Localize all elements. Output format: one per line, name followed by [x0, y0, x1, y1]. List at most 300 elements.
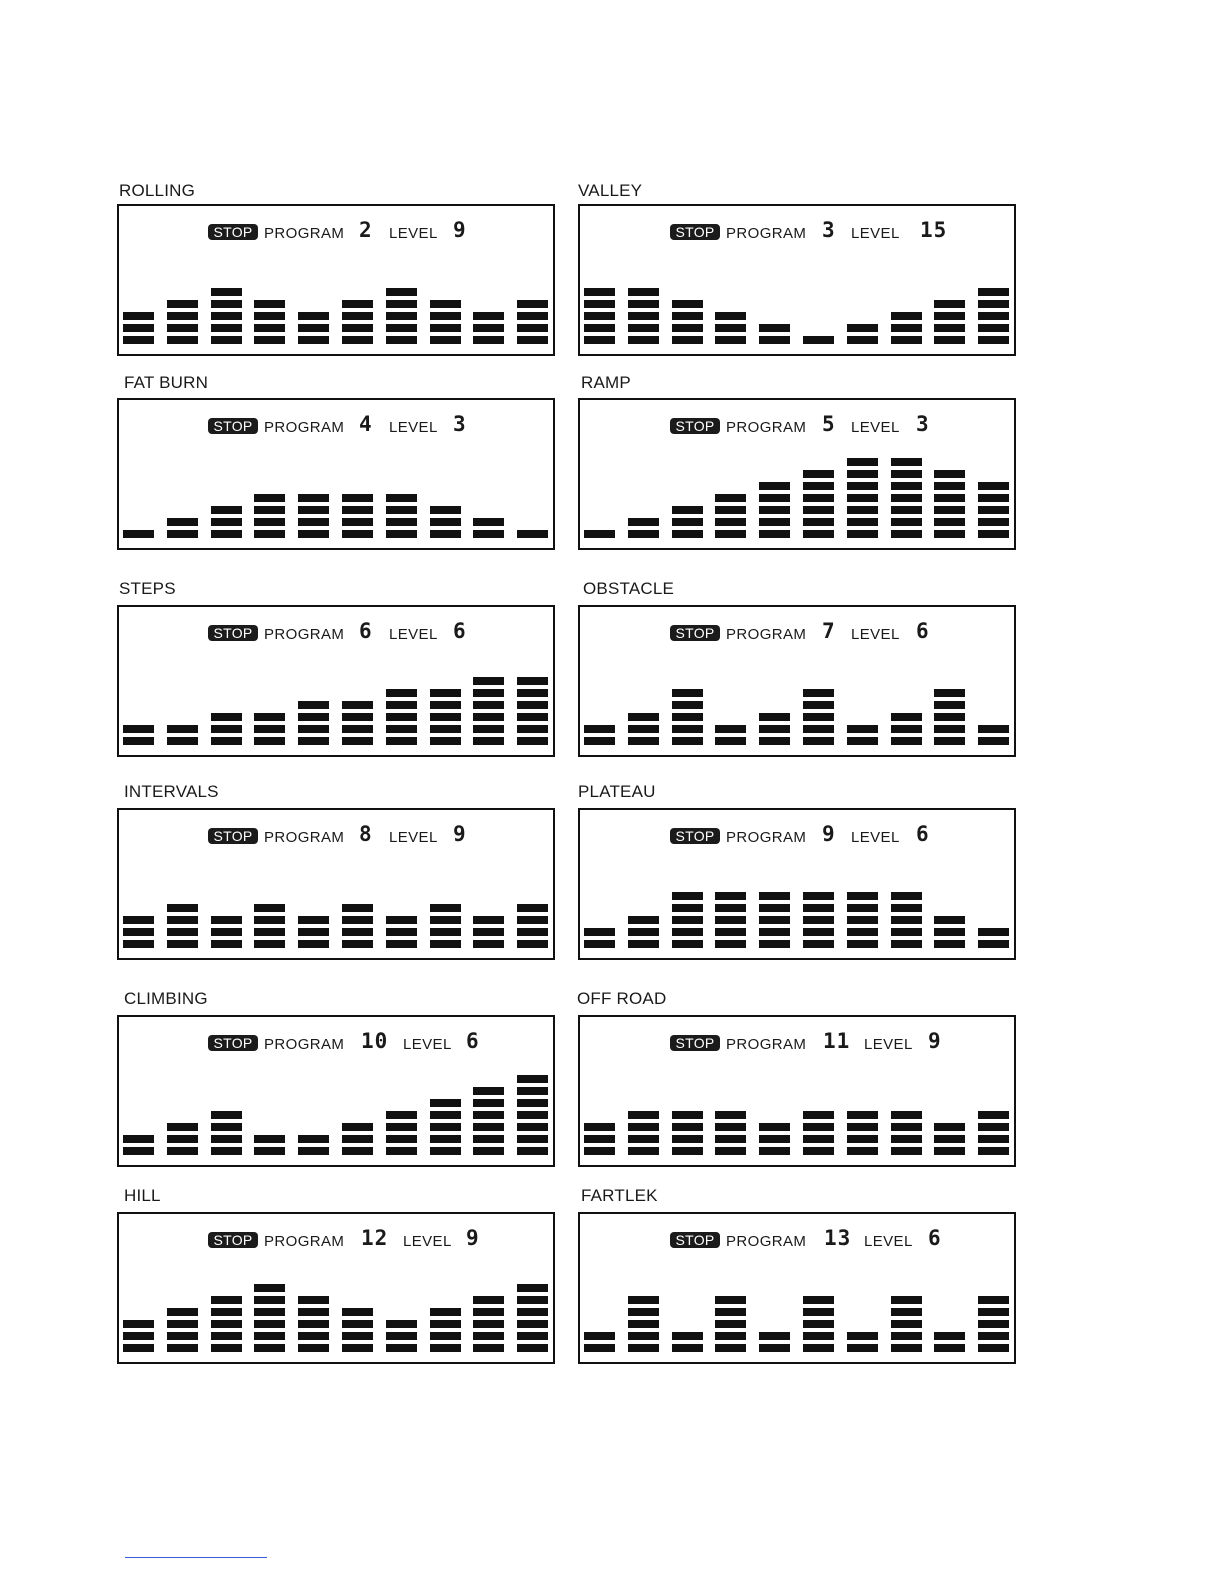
program-name: ROLLING: [119, 181, 196, 200]
bar-segment: [342, 904, 373, 912]
lcd-display: [578, 398, 1016, 550]
bar-segment: [803, 928, 834, 936]
program-number: 10: [361, 1029, 389, 1053]
bar-segment: [628, 336, 659, 344]
profile-bars: [119, 400, 553, 548]
bar-segment: [628, 1344, 659, 1352]
bar-segment: [584, 300, 615, 308]
bar-segment: [934, 312, 965, 320]
bar-segment: [672, 701, 703, 709]
bar-segment: [803, 940, 834, 948]
bar-segment: [386, 1111, 417, 1119]
bar-segment: [978, 1320, 1009, 1328]
bar-segment: [759, 1344, 790, 1352]
bar-segment: [342, 1344, 373, 1352]
bar-segment: [517, 336, 548, 344]
bar-segment: [430, 518, 461, 526]
bar-segment: [715, 494, 746, 502]
bar-segment: [978, 1332, 1009, 1340]
level-label: LEVEL: [389, 225, 438, 242]
bar-segment: [386, 1135, 417, 1143]
bar-segment: [473, 1308, 504, 1316]
bar-segment: [978, 1135, 1009, 1143]
bar-segment: [978, 1296, 1009, 1304]
bar-segment: [891, 904, 922, 912]
program-label: PROGRAM: [726, 626, 807, 643]
bar-segment: [473, 1320, 504, 1328]
bar-segment: [715, 1344, 746, 1352]
bar-segment: [847, 518, 878, 526]
bar-segment: [803, 1320, 834, 1328]
bar-segment: [978, 1111, 1009, 1119]
bar-segment: [123, 928, 154, 936]
bar-segment: [430, 737, 461, 745]
bar-segment: [473, 713, 504, 721]
bar-segment: [672, 1135, 703, 1143]
bar-segment: [430, 1320, 461, 1328]
bar-segment: [847, 892, 878, 900]
bar-segment: [167, 518, 198, 526]
level-label: LEVEL: [851, 225, 900, 242]
bar-segment: [386, 1320, 417, 1328]
bar-segment: [167, 312, 198, 320]
stop-badge: STOP: [670, 828, 720, 844]
bar-segment: [978, 482, 1009, 490]
bar-segment: [891, 1296, 922, 1304]
bar-segment: [254, 494, 285, 502]
bar-segment: [759, 494, 790, 502]
bar-segment: [211, 1123, 242, 1131]
bar-segment: [803, 336, 834, 344]
program-name: FAT BURN: [124, 373, 209, 392]
bar-segment: [891, 940, 922, 948]
level-label: LEVEL: [851, 829, 900, 846]
bar-segment: [167, 1332, 198, 1340]
level-number: 3: [916, 412, 930, 436]
bar-segment: [211, 324, 242, 332]
bar-segment: [891, 1320, 922, 1328]
bar-segment: [386, 288, 417, 296]
bar-segment: [342, 300, 373, 308]
bar-segment: [934, 928, 965, 936]
stop-badge: STOP: [670, 224, 720, 240]
bar-segment: [473, 518, 504, 526]
bar-segment: [211, 1296, 242, 1304]
footer-link-underline: [125, 1557, 267, 1558]
bar-segment: [759, 940, 790, 948]
bar-segment: [628, 312, 659, 320]
bar-segment: [211, 288, 242, 296]
bar-segment: [891, 530, 922, 538]
bar-segment: [298, 506, 329, 514]
program-label: PROGRAM: [726, 225, 807, 242]
bar-segment: [978, 518, 1009, 526]
bar-segment: [298, 928, 329, 936]
bar-segment: [934, 1344, 965, 1352]
bar-segment: [342, 1332, 373, 1340]
bar-segment: [847, 737, 878, 745]
bar-segment: [759, 530, 790, 538]
bar-segment: [847, 725, 878, 733]
bar-segment: [715, 1320, 746, 1328]
bar-segment: [430, 1111, 461, 1119]
bar-segment: [211, 1344, 242, 1352]
bar-segment: [473, 677, 504, 685]
bar-segment: [803, 689, 834, 697]
bar-segment: [803, 470, 834, 478]
level-label: LEVEL: [403, 1233, 452, 1250]
bar-segment: [430, 312, 461, 320]
profile-bars: [580, 206, 1014, 354]
bar-segment: [584, 1332, 615, 1340]
bar-segment: [715, 1332, 746, 1340]
bar-segment: [803, 1111, 834, 1119]
stop-badge: STOP: [670, 418, 720, 434]
bar-segment: [298, 518, 329, 526]
bar-segment: [517, 1284, 548, 1292]
bar-segment: [473, 916, 504, 924]
bar-segment: [715, 506, 746, 514]
bar-segment: [298, 494, 329, 502]
bar-segment: [167, 336, 198, 344]
bar-segment: [584, 737, 615, 745]
level-label: LEVEL: [864, 1036, 913, 1053]
bar-segment: [254, 916, 285, 924]
bar-segment: [473, 1344, 504, 1352]
bar-segment: [342, 312, 373, 320]
bar-segment: [628, 1296, 659, 1304]
bar-segment: [891, 916, 922, 924]
bar-segment: [803, 1135, 834, 1143]
bar-segment: [211, 1111, 242, 1119]
bar-segment: [803, 1308, 834, 1316]
bar-segment: [473, 324, 504, 332]
lcd-display: [117, 204, 555, 356]
bar-segment: [342, 1147, 373, 1155]
program-name: FARTLEK: [581, 1186, 658, 1205]
bar-segment: [254, 336, 285, 344]
program-number: 8: [359, 822, 373, 846]
program-label: PROGRAM: [726, 419, 807, 436]
bar-segment: [891, 1344, 922, 1352]
bar-segment: [517, 1147, 548, 1155]
bar-segment: [628, 725, 659, 733]
bar-segment: [759, 916, 790, 924]
bar-segment: [342, 1308, 373, 1316]
bar-segment: [473, 928, 504, 936]
bar-segment: [672, 1332, 703, 1340]
bar-segment: [298, 701, 329, 709]
bar-segment: [211, 916, 242, 924]
bar-segment: [715, 928, 746, 936]
bar-segment: [891, 1123, 922, 1131]
bar-segment: [430, 1099, 461, 1107]
bar-segment: [584, 1147, 615, 1155]
bar-segment: [386, 1123, 417, 1131]
bar-segment: [934, 324, 965, 332]
bar-segment: [430, 300, 461, 308]
profile-bars: [119, 206, 553, 354]
bar-segment: [430, 701, 461, 709]
bar-segment: [891, 482, 922, 490]
bar-segment: [715, 904, 746, 912]
bar-segment: [803, 916, 834, 924]
bar-segment: [517, 1344, 548, 1352]
bar-segment: [672, 530, 703, 538]
bar-segment: [715, 1147, 746, 1155]
bar-segment: [123, 725, 154, 733]
bar-segment: [342, 737, 373, 745]
bar-segment: [672, 506, 703, 514]
bar-segment: [759, 506, 790, 514]
bar-segment: [254, 928, 285, 936]
stop-badge: STOP: [670, 1232, 720, 1248]
bar-segment: [628, 928, 659, 936]
bar-segment: [803, 1296, 834, 1304]
bar-segment: [628, 324, 659, 332]
bar-segment: [386, 1147, 417, 1155]
bar-segment: [517, 713, 548, 721]
bar-segment: [254, 713, 285, 721]
program-name: HILL: [124, 1186, 161, 1205]
bar-segment: [891, 737, 922, 745]
level-label: LEVEL: [864, 1233, 913, 1250]
bar-segment: [672, 1111, 703, 1119]
bar-segment: [803, 518, 834, 526]
bar-segment: [342, 725, 373, 733]
program-label: PROGRAM: [264, 829, 345, 846]
bar-segment: [584, 725, 615, 733]
bar-segment: [628, 1111, 659, 1119]
lcd-display: [117, 1212, 555, 1364]
bar-segment: [628, 1320, 659, 1328]
program-label: PROGRAM: [264, 626, 345, 643]
lcd-display: [578, 1015, 1016, 1167]
bar-segment: [298, 1135, 329, 1143]
bar-segment: [254, 1344, 285, 1352]
bar-segment: [934, 300, 965, 308]
bar-segment: [386, 713, 417, 721]
bar-segment: [254, 904, 285, 912]
program-number: 12: [361, 1226, 389, 1250]
bar-segment: [342, 1135, 373, 1143]
bar-segment: [759, 1135, 790, 1143]
bar-segment: [517, 1135, 548, 1143]
bar-segment: [715, 1111, 746, 1119]
bar-segment: [847, 494, 878, 502]
profile-bars: [580, 1017, 1014, 1165]
bar-segment: [123, 324, 154, 332]
bar-segment: [167, 940, 198, 948]
bar-segment: [847, 506, 878, 514]
bar-segment: [386, 494, 417, 502]
bar-segment: [891, 312, 922, 320]
bar-segment: [978, 940, 1009, 948]
bar-segment: [254, 1147, 285, 1155]
bar-segment: [123, 1344, 154, 1352]
bar-segment: [473, 312, 504, 320]
bar-segment: [978, 530, 1009, 538]
bar-segment: [211, 1308, 242, 1316]
lcd-display: [117, 398, 555, 550]
stop-badge: STOP: [208, 418, 258, 434]
bar-segment: [803, 482, 834, 490]
program-label: PROGRAM: [726, 1036, 807, 1053]
bar-segment: [254, 506, 285, 514]
bar-segment: [628, 916, 659, 924]
bar-segment: [803, 506, 834, 514]
program-label: PROGRAM: [264, 225, 345, 242]
level-number: 9: [466, 1226, 480, 1250]
bar-segment: [978, 1344, 1009, 1352]
bar-segment: [298, 336, 329, 344]
bar-segment: [715, 940, 746, 948]
bar-segment: [672, 904, 703, 912]
bar-segment: [803, 737, 834, 745]
bar-segment: [759, 518, 790, 526]
bar-segment: [430, 904, 461, 912]
bar-segment: [978, 725, 1009, 733]
bar-segment: [342, 940, 373, 948]
bar-segment: [473, 1147, 504, 1155]
bar-segment: [978, 300, 1009, 308]
bar-segment: [167, 530, 198, 538]
bar-segment: [254, 530, 285, 538]
bar-segment: [517, 1308, 548, 1316]
bar-segment: [759, 324, 790, 332]
bar-segment: [715, 1296, 746, 1304]
bar-segment: [847, 1123, 878, 1131]
bar-segment: [803, 713, 834, 721]
bar-segment: [211, 518, 242, 526]
program-label: PROGRAM: [264, 419, 345, 436]
bar-segment: [978, 324, 1009, 332]
profile-bars: [119, 1214, 553, 1362]
bar-segment: [517, 725, 548, 733]
bar-segment: [672, 1344, 703, 1352]
bar-segment: [123, 916, 154, 924]
bar-segment: [167, 1147, 198, 1155]
bar-segment: [123, 1332, 154, 1340]
bar-segment: [473, 737, 504, 745]
bar-segment: [430, 940, 461, 948]
bar-segment: [123, 1320, 154, 1328]
bar-segment: [934, 1147, 965, 1155]
lcd-display: [578, 605, 1016, 757]
bar-segment: [978, 506, 1009, 514]
level-number: 6: [928, 1226, 942, 1250]
bar-segment: [672, 324, 703, 332]
bar-segment: [342, 701, 373, 709]
bar-segment: [934, 689, 965, 697]
bar-segment: [628, 1147, 659, 1155]
bar-segment: [473, 940, 504, 948]
bar-segment: [254, 300, 285, 308]
bar-segment: [167, 1135, 198, 1143]
bar-segment: [978, 1123, 1009, 1131]
bar-segment: [298, 1332, 329, 1340]
profile-bars: [119, 810, 553, 958]
bar-segment: [517, 324, 548, 332]
bar-segment: [891, 1111, 922, 1119]
bar-segment: [847, 1332, 878, 1340]
bar-segment: [847, 324, 878, 332]
bar-segment: [934, 1123, 965, 1131]
bar-segment: [167, 725, 198, 733]
bar-segment: [934, 518, 965, 526]
bar-segment: [891, 1332, 922, 1340]
bar-segment: [211, 1332, 242, 1340]
bar-segment: [847, 470, 878, 478]
bar-segment: [803, 1123, 834, 1131]
bar-segment: [298, 312, 329, 320]
bar-segment: [847, 482, 878, 490]
bar-segment: [517, 701, 548, 709]
bar-segment: [473, 1087, 504, 1095]
bar-segment: [759, 904, 790, 912]
bar-segment: [254, 312, 285, 320]
program-label: PROGRAM: [264, 1036, 345, 1053]
bar-segment: [628, 300, 659, 308]
bar-segment: [342, 324, 373, 332]
bar-segment: [517, 737, 548, 745]
bar-segment: [211, 928, 242, 936]
bar-segment: [934, 1332, 965, 1340]
bar-segment: [517, 1087, 548, 1095]
profile-bars: [580, 1214, 1014, 1362]
bar-segment: [386, 530, 417, 538]
bar-segment: [254, 940, 285, 948]
bar-segment: [386, 324, 417, 332]
bar-segment: [672, 928, 703, 936]
bar-segment: [934, 916, 965, 924]
profile-bars: [119, 1017, 553, 1165]
bar-segment: [584, 336, 615, 344]
bar-segment: [167, 916, 198, 924]
bar-segment: [847, 336, 878, 344]
bar-segment: [759, 482, 790, 490]
bar-segment: [891, 470, 922, 478]
profile-bars: [580, 607, 1014, 755]
program-label: PROGRAM: [726, 1233, 807, 1250]
lcd-display: [117, 605, 555, 757]
bar-segment: [891, 518, 922, 526]
profile-bars: [580, 400, 1014, 548]
program-number: 6: [359, 619, 373, 643]
bar-segment: [123, 1147, 154, 1155]
bar-segment: [715, 916, 746, 924]
bar-segment: [430, 1135, 461, 1143]
bar-segment: [430, 1123, 461, 1131]
bar-segment: [254, 518, 285, 526]
bar-segment: [517, 530, 548, 538]
level-number: 3: [453, 412, 467, 436]
bar-segment: [978, 288, 1009, 296]
program-number: 13: [824, 1226, 852, 1250]
bar-segment: [342, 916, 373, 924]
bar-segment: [628, 530, 659, 538]
bar-segment: [847, 1111, 878, 1119]
bar-segment: [167, 737, 198, 745]
bar-segment: [628, 940, 659, 948]
bar-segment: [342, 1123, 373, 1131]
level-label: LEVEL: [389, 419, 438, 436]
bar-segment: [386, 1332, 417, 1340]
bar-segment: [847, 1147, 878, 1155]
profile-bars: [580, 810, 1014, 958]
bar-segment: [167, 1308, 198, 1316]
bar-segment: [298, 1147, 329, 1155]
